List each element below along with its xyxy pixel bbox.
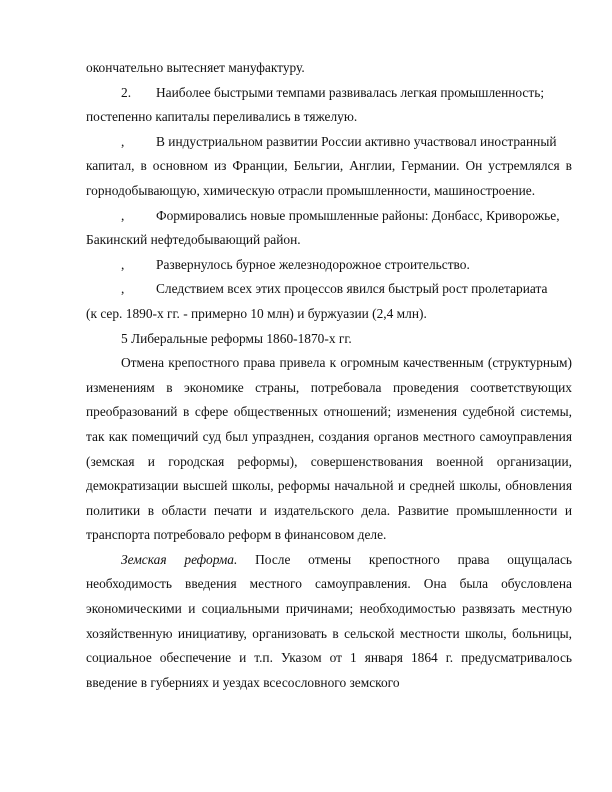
list-item-continuation: (к сер. 1890-х гг. - примерно 10 млн) и буржуазии (2,4 млн).	[86, 305, 427, 321]
list-item-text: В индустриальном развитии России активно участвовал иностранный	[156, 133, 557, 149]
list-marker: 2.	[121, 84, 132, 100]
list-item-foreign-capital	[86, 130, 572, 155]
emphasis-term: Земская реформа.	[121, 551, 238, 567]
list-marker: ,	[121, 256, 125, 272]
list-marker: ,	[121, 133, 125, 149]
section-heading: 5 Либеральные реформы 1860-1870-х гг.	[121, 330, 352, 346]
list-item-text: Наиболее быстрыми темпами развивалась легкая промышленность;	[156, 84, 545, 100]
list-item-continuation: Бакинский нефтедобывающий район.	[86, 232, 301, 248]
list-item-text: Следствием всех этих процессов явился быстрый рост пролетариата	[156, 281, 548, 297]
paragraph-text: После отмены крепостного права ощущалась необходимость введения местного самоуправления. Она была обусловлена экономическими и социальными причинами; необходимостью развязать местную хозяйственную инициативу, организовать в сельской местности школы, больницы, социальное обеспечение и т.п. Указом от 1 января 1864 г. предусматривалось введение в губерниях и уездах всесословного земского	[86, 551, 573, 690]
list-item-proletariat	[86, 277, 572, 302]
list-marker: ,	[121, 207, 125, 223]
list-item-2	[86, 81, 572, 106]
paragraph-continuation: окончательно вытесняет мануфактуру.	[86, 60, 305, 75]
list-item-text: Развернулось бурное железнодорожное строительство.	[156, 256, 470, 272]
document-page	[86, 56, 572, 695]
list-marker: ,	[121, 281, 125, 297]
paragraph	[86, 548, 572, 696]
list-item-text: Формировались новые промышленные районы: Донбасс, Криворожье,	[156, 207, 560, 223]
list-item-industrial-regions	[86, 204, 572, 229]
list-item-continuation: капитал, в основном из Франции, Бельгии, Англии, Германии. Он устремлялся в горнодобывающую, химическую отрасли промышленности, машиностроение.	[86, 158, 572, 198]
list-item-railways	[86, 253, 572, 278]
list-item-continuation: постепенно капиталы переливались в тяжелую.	[86, 109, 358, 125]
paragraph: Отмена крепостного права привела к огромным качественным (структурным) изменениям в экономике страны, потребовала проведения соответствующих преобразований в сфере общественных отношений; изменения судебной системы, так как помещичий суд был упразднен, создания органов местного самоуправления (земская и городская реформы), совершенствования военной организации, демократизации высшей школы, реформы начальной и средней школы, обновления политики в области печати и издательского дела. Развитие промышленности и транспорта потребовало реформ в финансовом деле.	[86, 355, 572, 543]
